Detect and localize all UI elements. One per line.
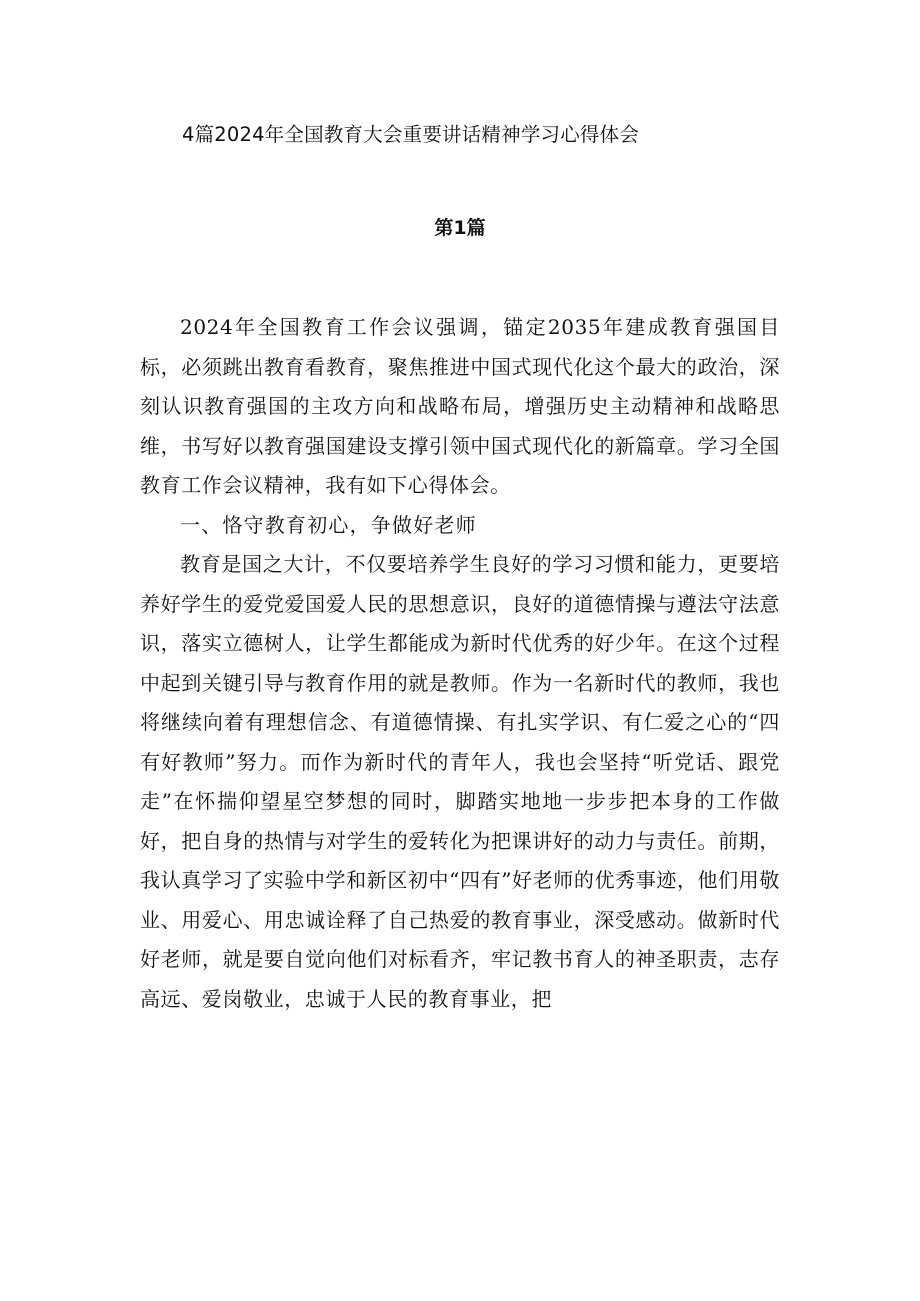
section-heading: 第1篇: [434, 217, 486, 239]
paragraph-body: 教育是国之大计，不仅要培养学生良好的学习习惯和能力，更要培养好学生的爱党爱国爱人民的思想意识，良好的道德情操与遵法守法意识，落实立德树人，让学生都能成为新时代优秀的好少年。在这个过程中起到关键引导与教育作用的就是教师。作为一名新时代的教师，我也将继续向着有理想信念、有道德情操、有扎实学识、有仁爱之心的“四有好教师”努力。而作为新时代的青年人，我也会坚持“听党话、跟党走”在怀揣仰望星空梦想的同时，脚踏实地地一步步把本身的工作做好，把自身的热情与对学生的爱转化为把课讲好的动力与责任。前期，我认真学习了实验中学和新区初中“四有”好老师的优秀事迹，他们用敬业、用爱心、用忠诚诠释了自己热爱的教育事业，深受感动。做新时代好老师，就是要自觉向他们对标看齐，牢记教书育人的神圣职责，志存高远、爱岗敬业，忠诚于人民的教育事业，把: [140, 552, 780, 1011]
subheading-one: 一、恪守教育初心，争做好老师: [180, 512, 477, 537]
document-title: 4篇2024年全国教育大会重要讲话精神学习心得体会: [182, 123, 640, 146]
document-body: [140, 308, 780, 1019]
paragraph-intro: 2024年全国教育工作会议强调，锚定2035年建成教育强国目标，必须跳出教育看教育，聚焦推进中国式现代化这个最大的政治，深刻认识教育强国的主攻方向和战略布局，增强历史主动精神和战略思维，书写好以教育强国建设支撑引领中国式现代化的新篇章。学习全国教育工作会议精神，我有如下心得体会。: [140, 315, 780, 497]
